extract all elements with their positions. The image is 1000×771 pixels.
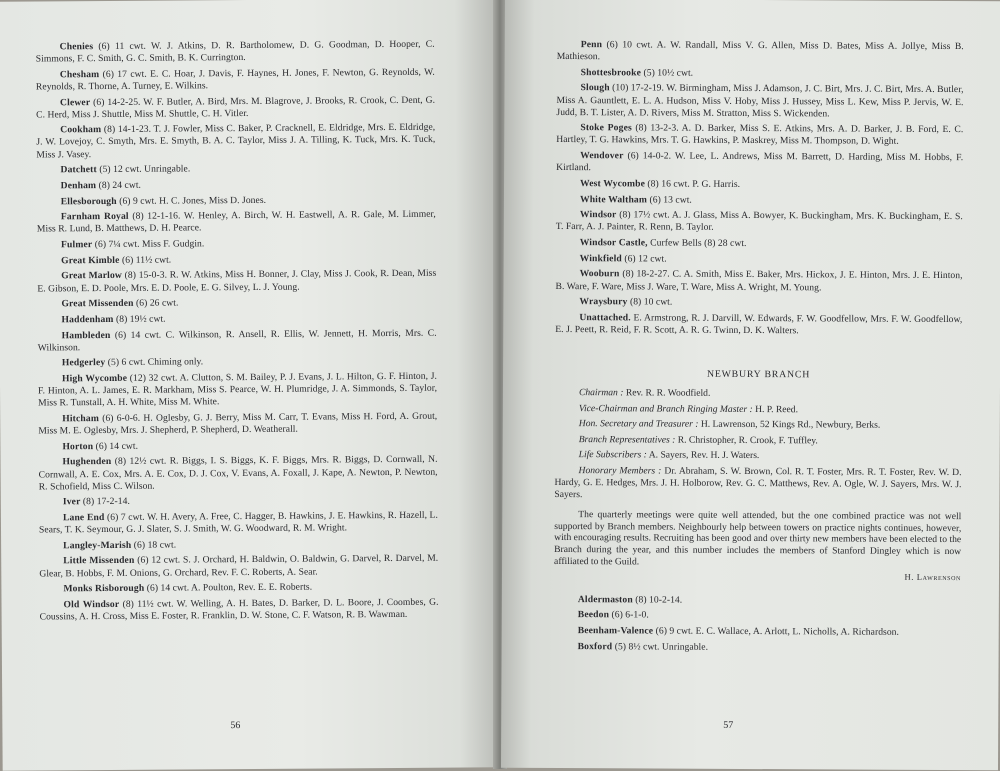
tower-entry [38, 355, 437, 370]
tower-entry [38, 411, 437, 438]
tower-name: Windsor Castle, [579, 237, 648, 249]
officer-names: Rev. R. R. Woodfield. [623, 387, 711, 399]
tower-entry [38, 371, 437, 410]
tower-entry [38, 438, 437, 453]
tower-details: (8) 10-2-14. [632, 594, 683, 606]
left-tower-list [36, 39, 439, 624]
tower-entry [557, 39, 964, 65]
tower-name: Monks Risborough [63, 582, 145, 595]
tower-name: Farnham Royal [60, 211, 129, 223]
officer-names: R. Christopher, R. Crook, F. Tuffley. [675, 434, 818, 446]
tower-name: Chesham [59, 68, 100, 81]
tower-entry [36, 94, 435, 121]
tower-details: (6) 13 cwt. [647, 194, 692, 206]
tower-entry [37, 209, 436, 236]
tower-name: Ellesborough [60, 195, 117, 207]
tower-entry [39, 553, 438, 580]
tower-entry [556, 194, 963, 208]
branch-heading: NEWBURY BRANCH [706, 368, 811, 381]
tower-entry [554, 594, 961, 608]
tower-details: (8) 11½ cwt. W. Welling, A. H. Bates, D. Barker, D. L. Boore, J. Coombes, G. Coussins, A. H. Cross, Miss E. Foster, R. Franklin, D. W. Stone, C. F. Watson, R. B. Wawman. [39, 596, 439, 623]
tower-details: (8) 15-0-3. R. W. Atkins, Miss H. Bonner, J. Clay, Miss J. Cook, R. Dean, Miss E. Gibson, E. D. Poole, Mrs. E. D. Poole, E. G. Silvey, L. J. Young. [37, 268, 437, 295]
tower-details: (5) 6 cwt. Chiming only. [105, 356, 204, 369]
tower-name: Great Missenden [61, 298, 134, 310]
tower-name: High Wycombe [61, 372, 128, 385]
tower-entry [38, 312, 437, 327]
tower-entry [556, 178, 963, 192]
tower-entry [555, 312, 962, 338]
tower-details: (5) 8½ cwt. Unringable. [612, 641, 709, 653]
tower-entry [39, 510, 438, 537]
tower-entry [556, 122, 963, 148]
tower-details: (8) 24 cwt. [96, 179, 142, 191]
tower-details: E. Armstrong, R. J. Darvill, W. Edwards, F. W. Goodfellow, Mrs. F. W. Goodfellow, E. J. Peett, R. Reid, F. R. Scott, A. R. G. Twinn, D. K. Walters. [555, 312, 963, 337]
tower-entry [37, 237, 436, 252]
tower-entry [37, 252, 436, 267]
tower-entry [39, 454, 438, 493]
tower-entry [37, 193, 436, 208]
tower-entry [556, 82, 963, 120]
branch-officer [555, 387, 962, 401]
tower-entry [556, 237, 963, 251]
tower-name: Penn [580, 39, 603, 51]
tower-name: Denham [60, 179, 97, 192]
right-page [501, 0, 1000, 770]
branch-officers [554, 387, 962, 503]
tower-details: (8) 17½ cwt. A. J. Glass, Miss A. Bowyer, K. Buckingham, Mrs. K. Buckingham, E. S. T. Farr, A. J. Painter, R. Renn, B. Taylor. [555, 209, 963, 234]
tower-entry [555, 268, 962, 294]
tower-entry [36, 66, 435, 93]
tower-details: (5) 10½ cwt. [641, 67, 694, 79]
tower-name: Hitcham [62, 412, 100, 425]
tower-details: (10) 17-2-19. W. Birmingham, Miss J. Adamson, J. C. Birt, Mrs. J. C. Birt, Mrs. A. Butler, Miss A. Gauntlett, E. L. A. Hudson, Miss V. Hoby, Miss J. Hussey, Miss L. Kew, Miss P. Jervis, W. E. Judd, B. T. Lister, A. D. Rivers, Miss M. Stratton, Miss S. Wickenden. [556, 82, 964, 120]
officer-role: Branch Representatives : [578, 433, 676, 446]
tower-entry [554, 625, 961, 639]
tower-entry [556, 209, 963, 235]
tower-name: Fulmer [60, 239, 93, 251]
tower-entry [36, 39, 435, 66]
tower-name: Iver [62, 496, 81, 508]
tower-entry [37, 178, 436, 193]
tower-name: Windsor [579, 209, 617, 221]
officer-role: Life Subscribers : [578, 449, 647, 461]
tower-entry [36, 122, 435, 161]
tower-entry [37, 296, 436, 311]
tower-name: Boxford [577, 640, 613, 653]
tower-name: Little Missenden [63, 555, 135, 567]
tower-details: (6) 6-1-0. [609, 609, 649, 621]
officer-names: A. Sayers, Rev. H. J. Waters. [646, 449, 760, 462]
tower-name: Great Kimble [61, 254, 120, 267]
tower-details: (8) 13-2-3. A. D. Barker, Miss S. E. Atkins, Mrs. A. D. Barker, J. B. Ford, E. C. Hartley, T. G. Hawkins, Mrs. T. G. Hawkins, P. Maskrey, Miss M. Thompson, D. Wight. [556, 122, 964, 148]
tower-name: Shottesbrooke [580, 66, 642, 79]
right-tower-list [555, 39, 964, 338]
tower-details: (6) 10 cwt. A. W. Randall, Miss V. G. Allen, Miss D. Bates, Miss A. Jollye, Miss B. Mathieson. [556, 39, 964, 63]
tower-details: (6) 14 cwt. C. Wilkinson, R. Ansell, R. Ellis, W. Jennett, H. Morris, Mrs. C. Wilkinson. [37, 327, 437, 354]
tower-details: (8) 12-1-16. W. Henley, A. Birch, W. H. Eastwell, A. R. Gale, M. Limmer, Miss R. Lund, B. Matthews, D. H. Pearce. [36, 208, 436, 235]
tower-details: (6) 9 cwt. H. C. Jones, Miss D. Jones. [116, 194, 267, 207]
tower-name: Wraysbury [579, 296, 628, 308]
tower-entry [557, 67, 964, 81]
tower-name: Hughenden [62, 456, 112, 468]
tower-entry [39, 494, 438, 509]
tower-details: (5) 12 cwt. Unringable. [96, 163, 191, 176]
tower-name: Lane End [62, 511, 105, 524]
tower-entry [555, 296, 962, 310]
branch-report: The quarterly meetings were quite well attended, but the one combined practice was not well supported by Branch members. Neighbourly help between towers on practice nights continues, however, with encouraging results. Recruiting has been good and over thirty new members have been elected to the Branch during the year, and this number includes the members of Stanford Dingley which is now affiliated to the Guild. [554, 508, 962, 568]
branch-officer [555, 418, 962, 432]
tower-details: (6) 14-0-2. W. Lee, L. Andrews, Miss M. Barrett, D. Harding, Miss M. Hobbs, F. Kirtland. [556, 150, 964, 174]
tower-entry [36, 162, 435, 177]
tower-details: (12) 32 cwt. A. Clutton, S. M. Bailey, P. J. Evans, J. L. Hilton, G. F. Hinton, J. F. Hinton, A. L. James, E. R. Markham, Miss S. Pearce, W. H. Plumridge, J. A. Simmonds, S. Taylor, Miss R. Tunstall, A. H. White, Miss M. White. [38, 370, 438, 409]
tower-name: Langley-Marish [63, 539, 132, 552]
tower-entry [554, 641, 961, 655]
tower-name: Wooburn [579, 268, 620, 280]
tower-details: (6) 6-0-6. H. Oglesby, G. J. Berry, Miss M. Carr, T. Evans, Miss H. Ford, A. Grout, Miss M. E. Oglesby, Mrs. J. Shepherd, P. Shepherd, D. Weatherall. [38, 410, 438, 437]
tower-details: (6) 12 cwt. [621, 253, 667, 265]
tower-name: Winkfield [579, 252, 622, 265]
tower-name: Beedon [577, 609, 610, 621]
tower-details: (6) 14 cwt. [93, 440, 139, 452]
report-signature: H. Lawrenson [904, 571, 962, 582]
tower-name: Old Windsor [63, 598, 120, 611]
page-number-right: 57 [723, 719, 734, 731]
tower-details: (6) 14-2-25. W. F. Butler, A. Bird, Mrs. M. Blagrove, J. Brooks, R. Crook, C. Dent, G. C. Herd, Miss J. Shuttle, Miss M. Shuttle, C. H. Vitler. [36, 94, 436, 121]
tower-name: Clewer [59, 96, 91, 108]
tower-name: Stoke Poges [580, 122, 632, 134]
tower-name: Beenham-Valence [577, 625, 654, 637]
officer-names: H. P. Reed. [752, 403, 799, 415]
branch-tower-list [554, 594, 961, 655]
tower-details: (6) 7¼ cwt. Miss F. Gudgin. [92, 238, 205, 251]
tower-name: Cookham [60, 124, 102, 136]
tower-name: Aldermaston [577, 593, 633, 606]
tower-name: Slough [580, 82, 610, 94]
tower-details: (6) 26 cwt. [133, 297, 179, 310]
tower-details: (6) 9 cwt. E. C. Wallace, A. Arlott, L. Nicholls, A. Richardson. [653, 625, 900, 638]
tower-entry [556, 150, 963, 176]
officer-role: Honorary Members : [578, 464, 662, 477]
tower-entry [39, 597, 438, 624]
tower-entry [39, 537, 438, 552]
tower-details: (8) 14-1-23. T. J. Fowler, Miss C. Baker, P. Cracknell, E. Eldridge, Mrs. E. Eldridge, J. W. Lovejoy, C. Smyth, Mrs. E. Smyth, B. A. C. Taylor, Miss J. A. Tilling, K. Tuck, Mrs. K. Tuck, Miss J. Vasey. [36, 122, 436, 161]
tower-entry [554, 609, 961, 623]
tower-details: (6) 7 cwt. W. H. Avery, A. Free, C. Hagger, B. Hawkins, J. E. Hawkins, R. Hazell, L. Sears, T. K. Seymour, G. J. Slater, S. J. Smith, W. G. Woodward, R. M. Wright. [38, 509, 438, 536]
tower-details: (8) 12½ cwt. R. Biggs, I. S. Biggs, K. F. Biggs, Mrs. R. Biggs, D. Cornwall, N. Cornwall, A. E. Cox, Mrs. A. E. Cox, D. J. Cox, V. Evans, A. Foxall, J. Kape, A. Newton, P. Newton, R. Schofield, Miss C. Wilson. [38, 454, 438, 493]
tower-name: Great Marlow [61, 270, 123, 282]
tower-name: Chenies [59, 41, 94, 53]
branch-officer [555, 434, 962, 448]
tower-details: (8) 17-2-14. [80, 496, 130, 508]
tower-name: Haddenham [61, 313, 114, 326]
tower-name: Hambleden [61, 329, 111, 341]
tower-details: (6) 12 cwt. S. J. Orchard, H. Baldwin, O. Baldwin, G. Darvel, R. Darvel, M. Glear, B. Hobbs, F. M. Onions, G. Orchard, Rev. F. C. Roberts, A. Sear. [39, 553, 439, 579]
tower-details: (6) 11 cwt. W. J. Atkins, D. R. Bartholomew, D. G. Goodman, D. Hooper, C. Simmons, F. C. Smith, G. C. Smith, B. K. Currington. [35, 38, 435, 65]
tower-details: (8) 10 cwt. [627, 296, 673, 308]
tower-details: (6) 11½ cwt. [119, 254, 172, 266]
branch-officer [554, 464, 961, 502]
tower-details: (6) 18 cwt. [131, 539, 177, 551]
tower-details: (8) 18-2-27. C. A. Smith, Miss E. Baker, Mrs. Hickox, J. E. Hinton, Mrs. J. E. Hinton, B. Ware, F. Ware, Miss J. Ware, T. Ware, Miss A. Wright, M. Young. [555, 268, 963, 293]
officer-names: H. Lawrenson, 52 Kings Rd., Newbury, Berks. [698, 418, 881, 431]
tower-name: White Waltham [579, 193, 648, 206]
tower-entry [37, 268, 436, 295]
tower-name: Unattached. [579, 312, 631, 324]
tower-name: West Wycombe [580, 178, 646, 190]
branch-officer [555, 449, 962, 463]
tower-name: Wendover [580, 150, 624, 162]
page-number-left: 56 [230, 720, 241, 732]
tower-name: Horton [62, 440, 94, 453]
tower-name: Datchett [60, 164, 97, 176]
tower-entry [39, 581, 438, 596]
tower-details: (8) 16 cwt. P. G. Harris. [644, 178, 741, 190]
tower-entry [556, 253, 963, 267]
officer-names: Dr. Abraham, S. W. Brown, Col. R. T. Foster, Mrs. R. T. Foster, Rev. W. D. Hardy, G. E. Hedges, Mrs. J. H. Holborow, Rev. G. C. Matthews, Rev. A. Ogle, W. J. Sayers, Mrs. W. J. Sayers. [554, 465, 962, 500]
tower-entry [38, 327, 437, 354]
tower-details: (6) 14 cwt. A. Poulton, Rev. E. E. Roberts. [144, 581, 313, 594]
branch-officer [555, 403, 962, 417]
officer-role: Vice-Chairman and Branch Ringing Master : [578, 402, 753, 415]
tower-name: Hedgerley [61, 357, 106, 369]
officer-role: Hon. Secretary and Treasurer : [578, 418, 699, 430]
tower-details: Curfew Bells (8) 28 cwt. [647, 237, 747, 250]
officer-role: Chairman : [578, 387, 624, 399]
tower-details: (8) 19½ cwt. [113, 313, 166, 325]
tower-details: (6) 17 cwt. E. C. Hoar, J. Davis, F. Haynes, H. Jones, F. Newton, G. Reynolds, W. Reynolds, R. Thorne, A. Turney, E. Wilkins. [35, 66, 435, 93]
